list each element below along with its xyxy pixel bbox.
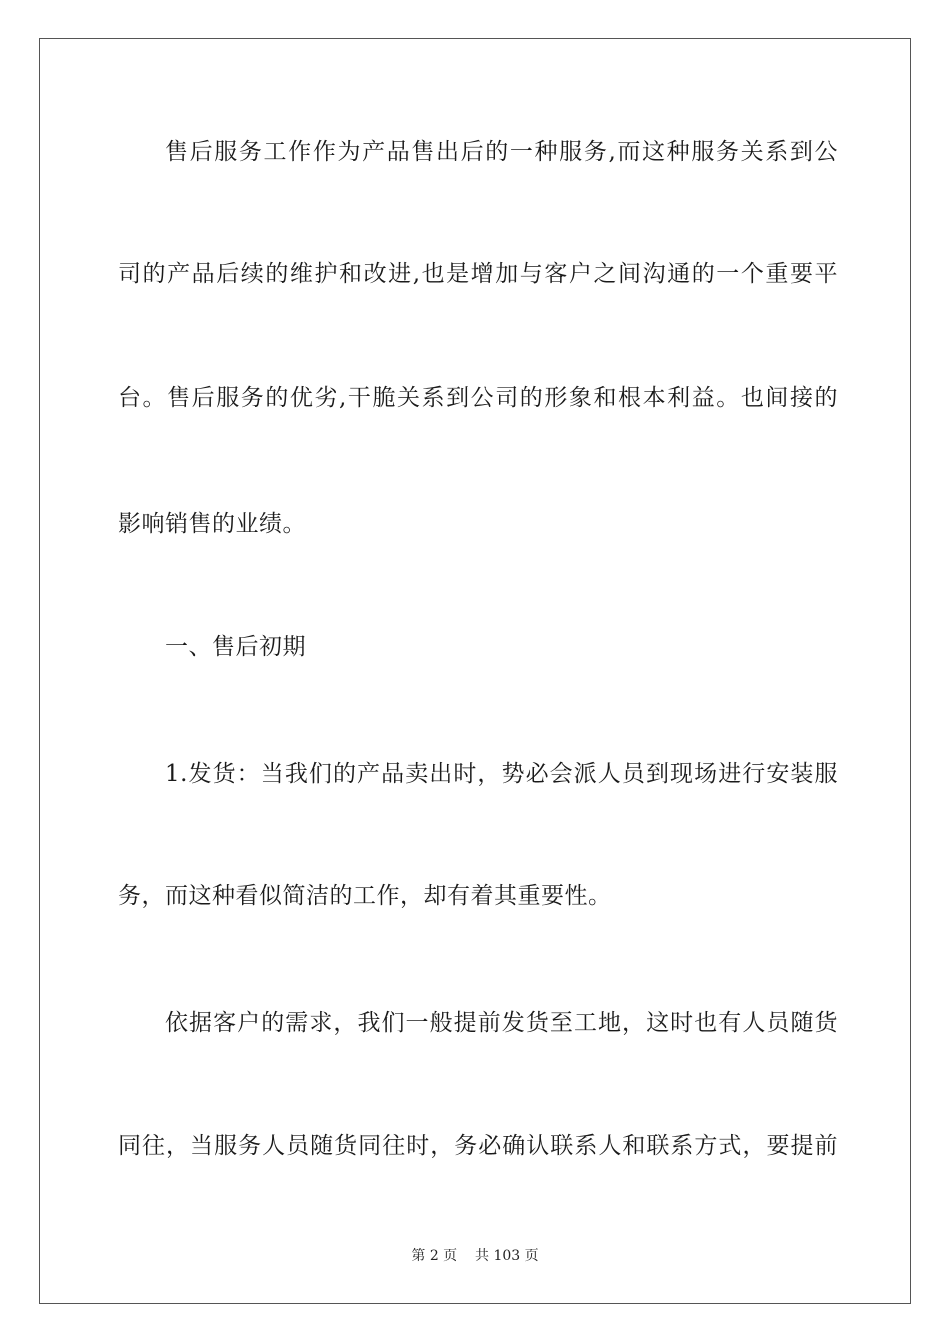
paragraph-line: 影响销售的业绩。 bbox=[118, 511, 306, 537]
paragraph-line: 1.发货：当我们的产品卖出时，势必会派人员到现场进行安装服 bbox=[165, 761, 838, 787]
page-total: 共 103 页 bbox=[475, 1248, 539, 1264]
page-footer bbox=[0, 1247, 950, 1265]
paragraph-line: 务，而这种看似简洁的工作，却有着其重要性。 bbox=[118, 883, 612, 909]
paragraph-line: 售后服务工作作为产品售出后的一种服务,而这种服务关系到公 bbox=[165, 139, 838, 165]
paragraph-line: 司的产品后续的维护和改进,也是增加与客户之间沟通的一个重要平 bbox=[118, 261, 838, 287]
paragraph-line: 同往，当服务人员随货同往时，务必确认联系人和联系方式，要提前 bbox=[118, 1133, 838, 1159]
paragraph-line: 依据客户的需求，我们一般提前发货至工地，这时也有人员随货 bbox=[165, 1010, 838, 1036]
section-heading: 一、售后初期 bbox=[165, 634, 306, 660]
page-number: 第 2 页 bbox=[411, 1248, 458, 1264]
paragraph-line: 台。售后服务的优劣,干脆关系到公司的形象和根本利益。也间接的 bbox=[118, 385, 838, 411]
page-frame bbox=[39, 38, 911, 1304]
